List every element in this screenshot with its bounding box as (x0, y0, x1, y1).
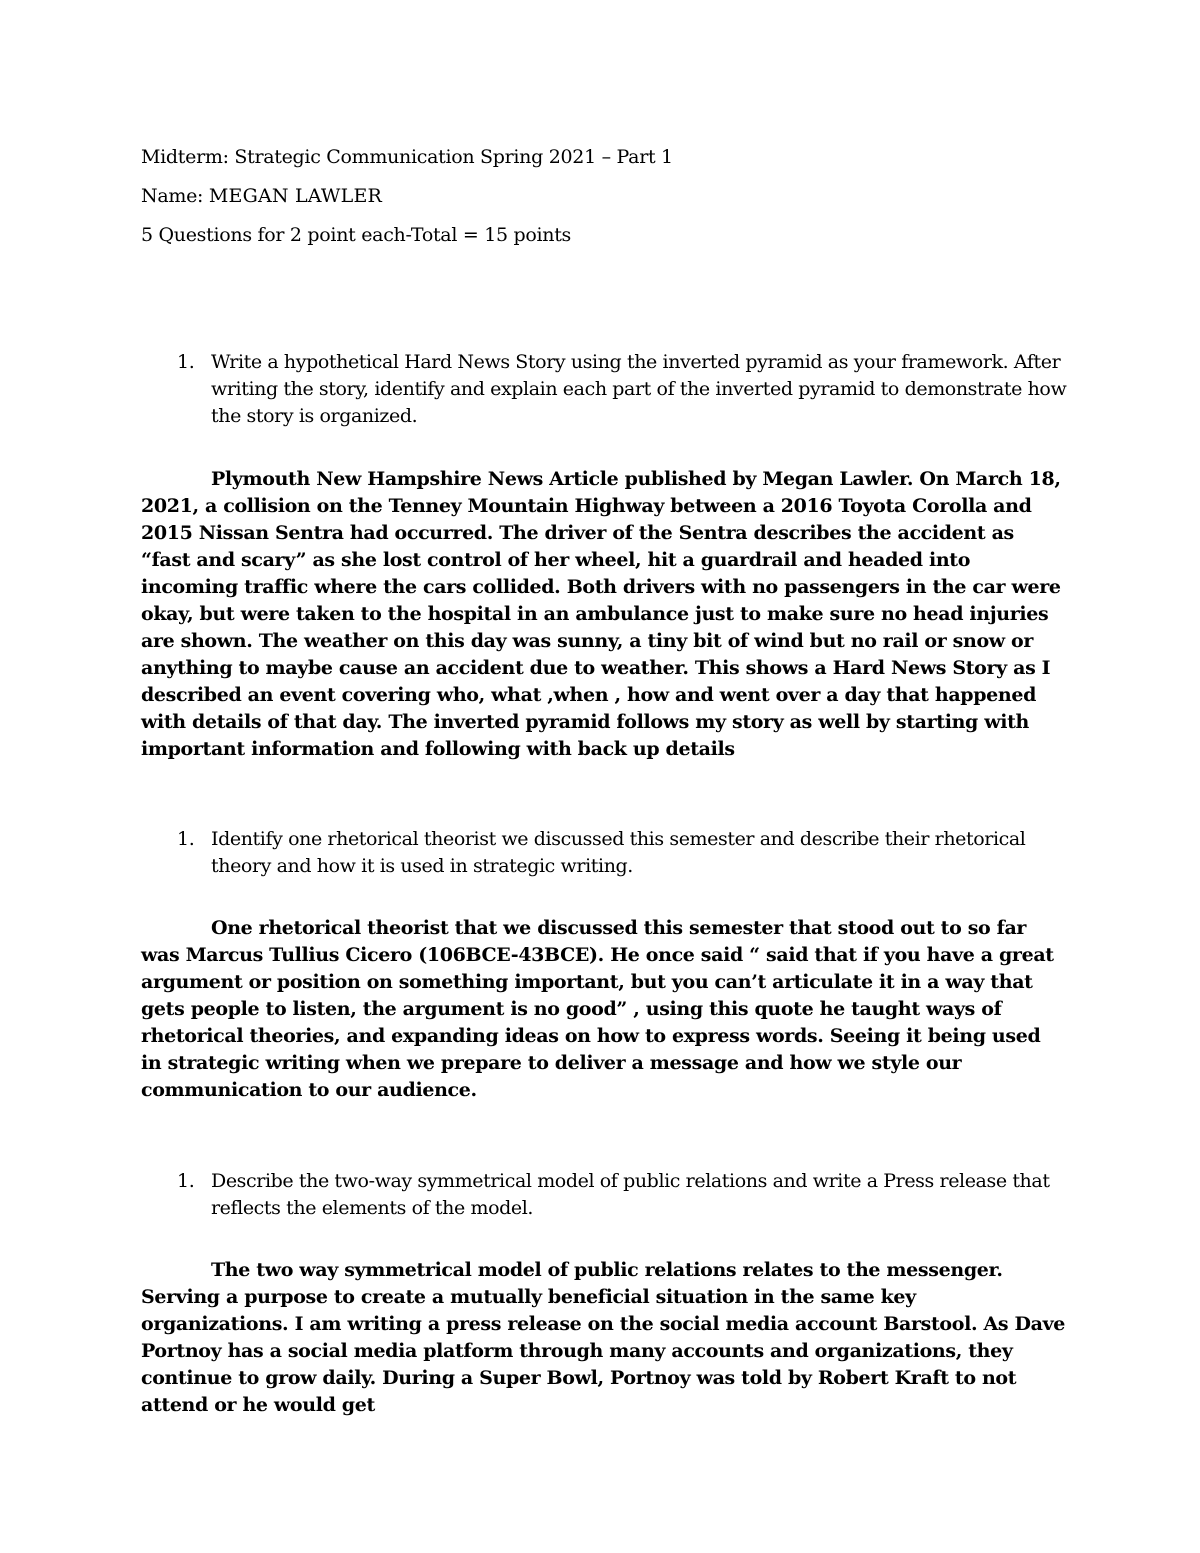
question-number: 1. (177, 828, 195, 850)
question-1 (141, 349, 1101, 430)
document-title: Midterm: Strategic Communication Spring 2021 – Part 1 (141, 146, 673, 168)
answer-2: One rhetorical theorist that we discussed this semester that stood out to so far was Marcus Tullius Cicero (106BCE-43BCE). He once said “ said that if you have a great argument or position on something important, but you can’t articulate it in a way that gets people to listen, the argument is no good” , using this quote he taught ways of rhetorical theories, and expanding ideas on how to express words. Seeing it being used in strategic writing when we prepare to deliver a message and how we style our communication to our audience. (141, 917, 1054, 1101)
student-name: MEGAN LAWLER (208, 185, 383, 207)
name-label: Name: (141, 185, 209, 207)
question-text: Describe the two-way symmetrical model of public relations and write a Press release that reflects the elements of the model. (211, 1170, 1050, 1219)
question-number: 1. (177, 351, 195, 373)
question-2 (141, 826, 1101, 880)
answer-1: Plymouth New Hampshire News Article published by Megan Lawler. On March 18, 2021, a collision on the Tenney Mountain Highway between a 2016 Toyota Corolla and 2015 Nissan Sentra had occurred. The driver of the Sentra describes the accident as “fast and scary” as she lost control of her wheel, hit a guardrail and headed into incoming traffic where the cars collided. Both drivers with no passengers in the car were okay, but were taken to the hospital in an ambulance just to make sure no head injuries are shown. The weather on this day was sunny, a tiny bit of wind but no rail or snow or anything to maybe cause an accident due to weather. This shows a Hard News Story as I described an event covering who, what ,when , how and went over a day that happened with details of that day. The inverted pyramid follows my story as well by starting with important information and following with back up details (141, 468, 1061, 760)
points-line: 5 Questions for 2 point each-Total = 15 points (141, 224, 572, 246)
question-number: 1. (177, 1170, 195, 1192)
question-text: Identify one rhetorical theorist we discussed this semester and describe their rhetorical theory and how it is used in strategic writing. (211, 828, 1026, 877)
answer-3: The two way symmetrical model of public relations relates to the messenger. Serving a purpose to create a mutually beneficial situation in the same key organizations. I am writing a press release on the social media account Barstool. As Dave Portnoy has a social media platform through many accounts and organizations, they continue to grow daily. During a Super Bowl, Portnoy was told by Robert Kraft to not attend or he would get (141, 1259, 1065, 1416)
name-line (141, 184, 382, 208)
question-3 (141, 1168, 1101, 1222)
question-text: Write a hypothetical Hard News Story using the inverted pyramid as your framework. After writing the story, identify and explain each part of the inverted pyramid to demonstrate how the story is organized. (211, 351, 1067, 427)
